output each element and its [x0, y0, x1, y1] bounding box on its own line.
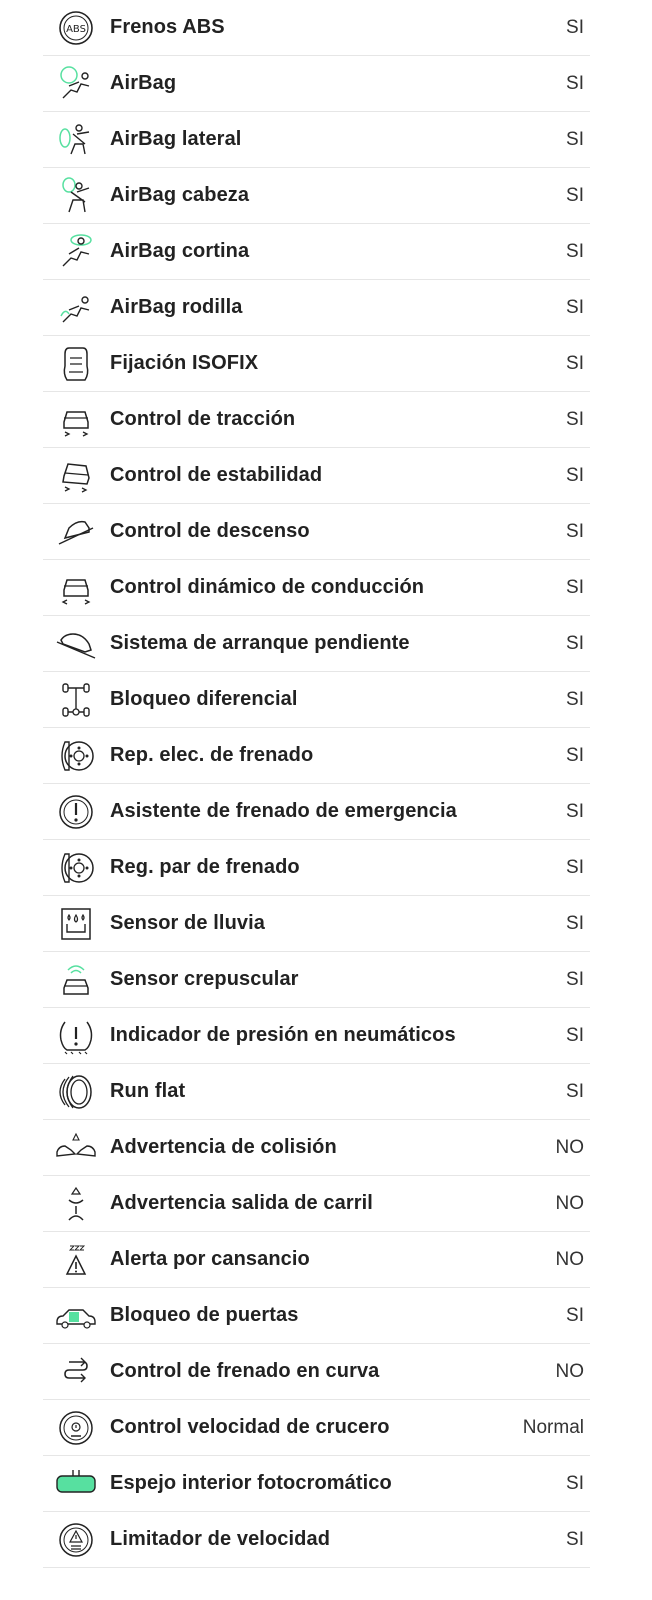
feature-row	[43, 616, 590, 672]
feature-row	[43, 1344, 590, 1400]
tire-pressure-icon	[51, 1014, 101, 1058]
feature-row	[43, 448, 590, 504]
mirror-icon	[51, 1462, 101, 1506]
feature-row	[43, 1120, 590, 1176]
feature-row	[43, 896, 590, 952]
feature-value: SI	[566, 912, 584, 934]
feature-row	[43, 952, 590, 1008]
feature-row	[43, 1512, 590, 1568]
differential-lock-icon	[51, 678, 101, 722]
safety-features-list	[43, 0, 590, 1568]
lane-departure-icon	[51, 1182, 101, 1226]
feature-label: Indicador de presión en neumáticos	[110, 1024, 456, 1046]
drowsiness-alert-icon	[51, 1238, 101, 1282]
speed-limiter-icon	[51, 1518, 101, 1562]
run-flat-tire-icon	[51, 1070, 101, 1114]
feature-value: NO	[555, 1360, 584, 1382]
feature-label: Sensor de lluvia	[110, 912, 265, 934]
feature-row	[43, 224, 590, 280]
feature-label: Sensor crepuscular	[110, 968, 299, 990]
feature-value: SI	[566, 1472, 584, 1494]
feature-value: SI	[566, 1024, 584, 1046]
feature-label: Limitador de velocidad	[110, 1528, 331, 1550]
feature-value: SI	[566, 72, 584, 94]
door-lock-icon	[51, 1294, 101, 1338]
feature-label: AirBag lateral	[110, 128, 242, 150]
rain-sensor-icon	[51, 902, 101, 946]
feature-row	[43, 56, 590, 112]
feature-value: SI	[566, 296, 584, 318]
feature-value: SI	[566, 464, 584, 486]
cruise-control-icon	[51, 1406, 101, 1450]
feature-value: SI	[566, 352, 584, 374]
feature-label: Advertencia de colisión	[110, 1136, 337, 1158]
feature-row	[43, 1288, 590, 1344]
feature-value: NO	[555, 1192, 584, 1214]
brake-distribution-icon	[51, 734, 101, 778]
hill-descent-icon	[51, 510, 101, 554]
feature-value: SI	[566, 1528, 584, 1550]
feature-label: Sistema de arranque pendiente	[110, 632, 410, 654]
brake-torque-icon	[51, 846, 101, 890]
feature-label: Alerta por cansancio	[110, 1248, 310, 1270]
feature-label: Run flat	[110, 1080, 186, 1102]
svg-text:ABS: ABS	[66, 23, 86, 35]
feature-row	[43, 672, 590, 728]
feature-value: SI	[566, 1304, 584, 1326]
airbag-icon	[51, 62, 101, 106]
feature-value: SI	[566, 184, 584, 206]
feature-value: SI	[566, 800, 584, 822]
feature-row	[43, 0, 590, 56]
feature-label: Fijación ISOFIX	[110, 352, 259, 374]
feature-row	[43, 1064, 590, 1120]
feature-value: NO	[555, 1136, 584, 1158]
feature-value: SI	[566, 520, 584, 542]
feature-label: Bloqueo diferencial	[110, 688, 298, 710]
child-seat-icon	[51, 342, 101, 386]
feature-value: SI	[566, 128, 584, 150]
feature-label: Control de estabilidad	[110, 464, 323, 486]
feature-row	[43, 168, 590, 224]
feature-row	[43, 840, 590, 896]
traction-control-icon	[51, 398, 101, 442]
feature-row	[43, 280, 590, 336]
feature-row	[43, 1232, 590, 1288]
feature-label: AirBag rodilla	[110, 296, 243, 318]
feature-row	[43, 1400, 590, 1456]
feature-label: AirBag cortina	[110, 240, 250, 262]
airbag-side-icon	[51, 118, 101, 162]
feature-value: Normal	[522, 1416, 584, 1438]
feature-label: Control dinámico de conducción	[110, 576, 425, 598]
feature-label: Asistente de frenado de emergencia	[110, 800, 457, 822]
collision-warning-icon	[51, 1126, 101, 1170]
feature-value: SI	[566, 408, 584, 430]
feature-label: Control velocidad de crucero	[110, 1416, 390, 1438]
feature-row	[43, 112, 590, 168]
feature-value: SI	[566, 576, 584, 598]
feature-label: Reg. par de frenado	[110, 856, 300, 878]
feature-value: NO	[555, 1248, 584, 1270]
feature-value: SI	[566, 240, 584, 262]
feature-row	[43, 392, 590, 448]
feature-value: SI	[566, 856, 584, 878]
airbag-knee-icon	[51, 286, 101, 330]
stability-control-icon	[51, 454, 101, 498]
feature-value: SI	[566, 632, 584, 654]
feature-row	[43, 1008, 590, 1064]
feature-label: Bloqueo de puertas	[110, 1304, 299, 1326]
airbag-curtain-icon	[51, 230, 101, 274]
curve-brake-icon	[51, 1350, 101, 1394]
feature-label: Control de tracción	[110, 408, 296, 430]
abs-icon	[51, 6, 101, 50]
feature-row	[43, 1456, 590, 1512]
feature-row	[43, 728, 590, 784]
hill-start-icon	[51, 622, 101, 666]
feature-label: Advertencia salida de carril	[110, 1192, 373, 1214]
feature-label: AirBag cabeza	[110, 184, 250, 206]
feature-row	[43, 784, 590, 840]
emergency-brake-icon	[51, 790, 101, 834]
light-sensor-icon	[51, 958, 101, 1002]
feature-row	[43, 1176, 590, 1232]
feature-row	[43, 560, 590, 616]
feature-value: SI	[566, 968, 584, 990]
feature-label: AirBag	[110, 72, 177, 94]
feature-row	[43, 336, 590, 392]
feature-label: Control de descenso	[110, 520, 310, 542]
dynamic-control-icon	[51, 566, 101, 610]
feature-value: SI	[566, 16, 584, 38]
feature-value: SI	[566, 1080, 584, 1102]
feature-label: Rep. elec. de frenado	[110, 744, 314, 766]
feature-value: SI	[566, 688, 584, 710]
feature-label: Frenos ABS	[110, 16, 225, 38]
airbag-head-icon	[51, 174, 101, 218]
feature-row	[43, 504, 590, 560]
feature-label: Espejo interior fotocromático	[110, 1472, 392, 1494]
feature-value: SI	[566, 744, 584, 766]
feature-label: Control de frenado en curva	[110, 1360, 380, 1382]
